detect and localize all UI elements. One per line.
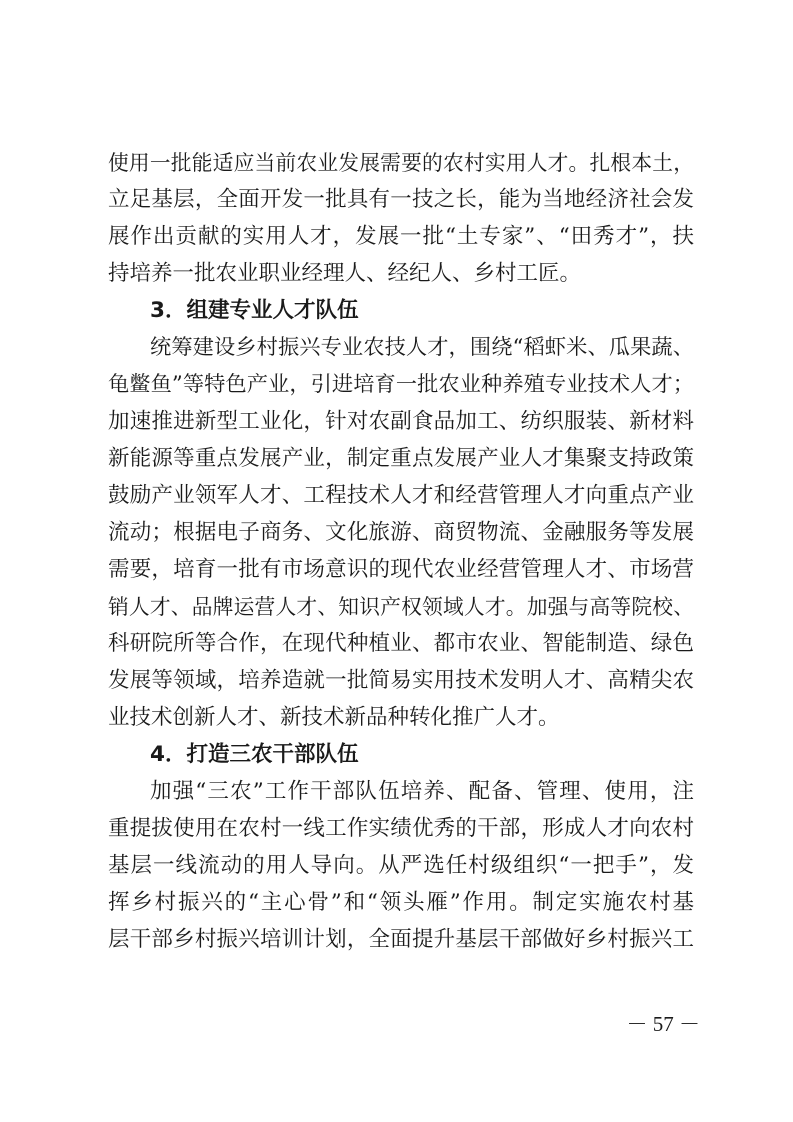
- paragraph-line: 挥乡村振兴的“主心骨”和“领头雁”作用。制定实施农村基: [108, 890, 694, 915]
- paragraph-line: 持培养一批农业职业经理人、经纪人、乡村工匠。: [108, 261, 582, 286]
- paragraph-line: 新能源等重点发展产业，制定重点发展产业人才集聚支持政策: [108, 446, 694, 471]
- paragraph-line: 流动；根据电子商务、文化旅游、商贸物流、金融服务等发展: [108, 520, 694, 545]
- paragraph-line: 加速推进新型工业化，针对农副食品加工、纺织服装、新材料: [108, 409, 694, 434]
- paragraph-line: 层干部乡村振兴培训计划，全面提升基层干部做好乡村振兴工: [108, 927, 694, 952]
- paragraph-line: 鼓励产业领军人才、工程技术人才和经营管理人才向重点产业: [108, 483, 694, 508]
- paragraph-line: 立足基层，全面开发一批具有一技之长，能为当地经济社会发: [108, 187, 694, 212]
- paragraph-line: 使用一批能适应当前农业发展需要的农村实用人才。扎根本土，: [108, 151, 694, 175]
- paragraph-line: 重提拔使用在农村一线工作实绩优秀的干部，形成人才向农村: [108, 816, 694, 841]
- section-heading-4: 4．打造三农干部队伍: [150, 742, 359, 767]
- page-number: － 57 －: [626, 1012, 700, 1036]
- paragraph-line: 科研院所等合作，在现代种植业、都市农业、智能制造、绿色: [108, 631, 694, 656]
- paragraph-line: 展作出贡献的实用人才，发展一批“土专家”、“田秀才”，扶: [108, 224, 694, 249]
- paragraph-line: 需要，培育一批有市场意识的现代农业经营管理人才、市场营: [108, 557, 694, 582]
- paragraph-line: 加强“三农”工作干部队伍培养、配备、管理、使用，注: [150, 779, 694, 804]
- paragraph-line: 销人才、品牌运营人才、知识产权领域人才。加强与高等院校、: [108, 595, 694, 619]
- paragraph-line: 基层一线流动的用人导向。从严选任村级组织“一把手”，发: [108, 853, 694, 878]
- paragraph-line: 龟鳖鱼”等特色产业，引进培育一批农业种养殖专业技术人才；: [108, 372, 694, 397]
- paragraph-line: 业技术创新人才、新技术新品种转化推广人才。: [108, 705, 560, 730]
- paragraph-line: 发展等领域，培养造就一批简易实用技术发明人才、高精尖农: [108, 668, 694, 693]
- paragraph-line: 统筹建设乡村振兴专业农技人才，围绕“稻虾米、瓜果蔬、: [150, 335, 694, 360]
- section-heading-3: 3．组建专业人才队伍: [150, 298, 359, 323]
